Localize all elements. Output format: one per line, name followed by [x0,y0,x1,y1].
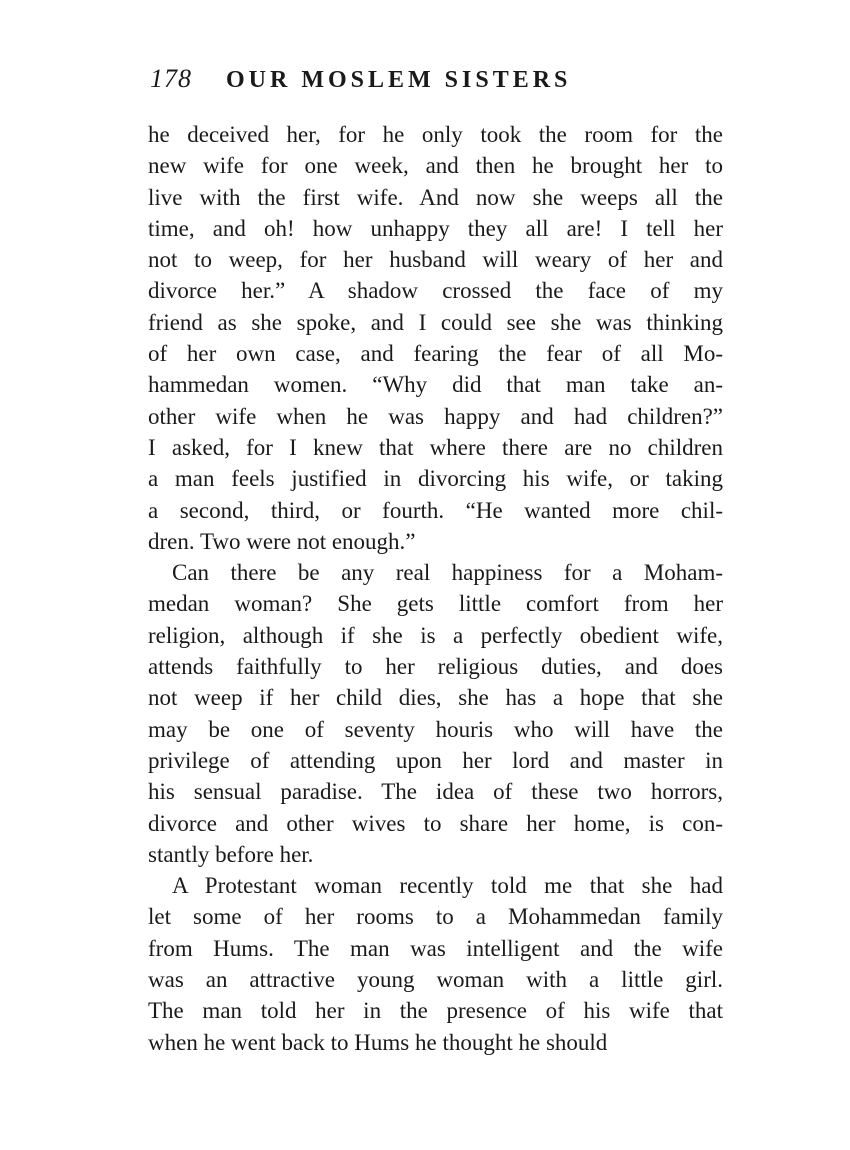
text-line: divorce and other wives to share her home, is con- [148,810,723,836]
text-line: religion, although if she is a perfectly obedient wife, [148,622,723,648]
running-head [150,64,730,104]
paragraph [148,870,723,1058]
book-title: OUR MOSLEM SISTERS [226,67,572,93]
text-line: a second, third, or fourth. “He wanted more chil- [148,497,723,523]
text-line: attends faithfully to her religious duties, and does [148,654,723,680]
text-line: privilege of attending upon her lord and master in [148,747,723,773]
paragraph [148,557,723,870]
text-line: may be one of seventy houris who will have the [148,716,723,742]
text-line: friend as she spoke, and I could see she was thinking [148,309,723,335]
text-line: live with the first wife. And now she weeps all the [148,184,723,210]
text-line: he deceived her, for he only took the room for the [148,122,723,147]
text-line: was an attractive young woman with a little girl. [148,967,723,993]
text-line: when he went back to Hums he thought he should [148,1029,608,1055]
body-text [148,119,723,1058]
text-line: not to weep, for her husband will weary of her and [148,247,723,273]
page-number: 178 [150,64,192,93]
text-line: stantly before her. [148,841,314,867]
text-line: a man feels justified in divorcing his wife, or taking [148,466,723,492]
text-line: new wife for one week, and then he brought her to [148,153,723,179]
text-line: dren. Two were not enough.” [148,528,416,554]
text-line: Can there be any real happiness for a Moham- [172,560,723,586]
text-line: I asked, for I knew that where there are no children [148,434,723,460]
text-line: hammedan women. “Why did that man take an- [148,372,723,398]
paragraph [148,119,723,557]
text-line: divorce her.” A shadow crossed the face of my [148,278,723,304]
text-line: his sensual paradise. The idea of these two horrors, [148,779,723,805]
text-line: medan woman? She gets little comfort from her [148,591,723,617]
text-line: time, and oh! how unhappy they all are! I tell her [148,215,723,241]
text-line: from Hums. The man was intelligent and the wife [148,935,723,961]
text-line: The man told her in the presence of his wife that [148,998,723,1024]
text-line: A Protestant woman recently told me that she had [172,873,723,899]
text-line: let some of her rooms to a Mohammedan family [148,904,723,930]
text-line: other wife when he was happy and had children?” [148,403,723,429]
text-line: not weep if her child dies, she has a hope that she [148,685,723,711]
text-line: of her own case, and fearing the fear of all Mo- [148,341,723,367]
